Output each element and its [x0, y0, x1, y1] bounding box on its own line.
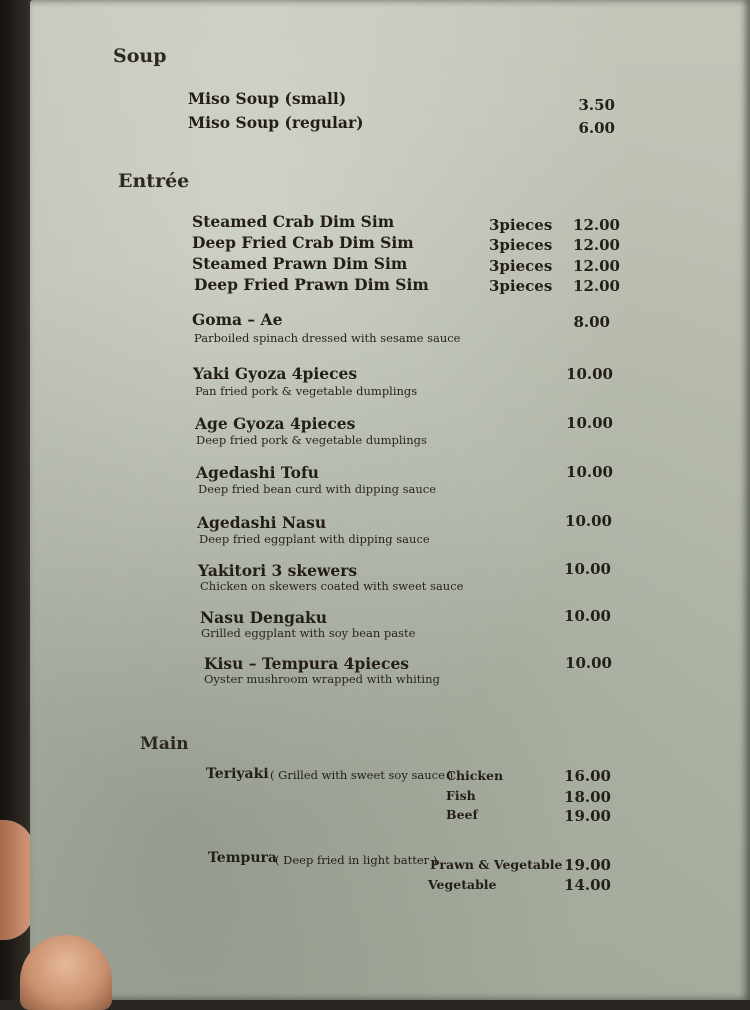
option-label: Prawn & Vegetable	[430, 857, 563, 872]
menu-page	[30, 0, 750, 1000]
menu-item-description: Parboiled spinach dressed with sesame sauce	[194, 331, 461, 345]
section-heading-main: Main	[140, 734, 189, 754]
menu-item-price: 6.00	[578, 119, 615, 137]
menu-item-description: ( Deep fried in light batter )	[275, 853, 438, 867]
menu-item-description: Chicken on skewers coated with sweet sauce	[200, 579, 464, 593]
menu-item-description: Deep fried eggplant with dipping sauce	[199, 532, 430, 546]
menu-item-name: Miso Soup (small)	[188, 89, 347, 108]
menu-item-quantity: 3pieces	[489, 277, 553, 295]
menu-item-price: 10.00	[566, 463, 613, 481]
menu-item-name: Tempura	[208, 850, 277, 866]
menu-item-price: 3.50	[578, 96, 615, 114]
menu-item-name: Goma – Ae	[192, 310, 283, 329]
menu-item-quantity: 3pieces	[489, 216, 553, 234]
section-heading-soup: Soup	[113, 45, 167, 67]
menu-item-name: Steamed Prawn Dim Sim	[192, 254, 408, 273]
menu-item-price: 10.00	[566, 365, 613, 383]
menu-item-price: 10.00	[566, 414, 613, 432]
menu-item-description: Oyster mushroom wrapped with whiting	[204, 672, 440, 686]
option-label: Chicken	[446, 768, 504, 783]
section-heading-entree: Entrée	[118, 170, 190, 192]
menu-item-price: 12.00	[573, 257, 620, 275]
menu-item-name: Kisu – Tempura 4pieces	[204, 654, 410, 673]
holding-finger	[0, 820, 34, 940]
menu-item-price: 19.00	[564, 807, 611, 825]
menu-item-price: 12.00	[573, 277, 620, 295]
menu-item-price: 10.00	[564, 560, 611, 578]
menu-item-name: Agedashi Nasu	[197, 513, 327, 532]
menu-item-name: Yaki Gyoza 4pieces	[193, 364, 358, 383]
menu-item-description: Grilled eggplant with soy bean paste	[201, 626, 416, 640]
menu-item-price: 12.00	[573, 236, 620, 254]
menu-item-price: 19.00	[564, 856, 611, 874]
menu-item-name: Nasu Dengaku	[200, 608, 328, 627]
menu-item-price: 10.00	[564, 607, 611, 625]
menu-item-price: 16.00	[564, 767, 611, 785]
menu-item-price: 18.00	[564, 788, 611, 806]
menu-item-name: Teriyaki	[206, 766, 269, 782]
menu-item-price: 12.00	[573, 216, 620, 234]
menu-item-price: 10.00	[565, 654, 612, 672]
menu-item-quantity: 3pieces	[489, 257, 553, 275]
option-label: Vegetable	[428, 877, 497, 892]
menu-item-price: 10.00	[565, 512, 612, 530]
menu-item-name: Steamed Crab Dim Sim	[192, 212, 395, 231]
menu-item-description: Deep fried bean curd with dipping sauce	[198, 482, 437, 496]
menu-item-name: Deep Fried Prawn Dim Sim	[194, 275, 429, 294]
menu-item-name: Agedashi Tofu	[196, 463, 319, 482]
menu-item-name: Age Gyoza 4pieces	[195, 414, 356, 433]
menu-item-description: Deep fried pork & vegetable dumplings	[196, 433, 427, 447]
menu-item-name: Miso Soup (regular)	[188, 113, 364, 132]
menu-item-name: Yakitori 3 skewers	[198, 561, 358, 580]
menu-item-price: 8.00	[573, 313, 610, 331]
menu-item-description: ( Grilled with sweet soy sauce )	[270, 768, 454, 782]
menu-item-quantity: 3pieces	[489, 236, 553, 254]
option-label: Beef	[446, 807, 478, 822]
option-label: Fish	[446, 788, 476, 803]
menu-item-description: Pan fried pork & vegetable dumplings	[195, 384, 418, 398]
menu-item-name: Deep Fried Crab Dim Sim	[192, 233, 414, 252]
menu-item-price: 14.00	[564, 876, 611, 894]
